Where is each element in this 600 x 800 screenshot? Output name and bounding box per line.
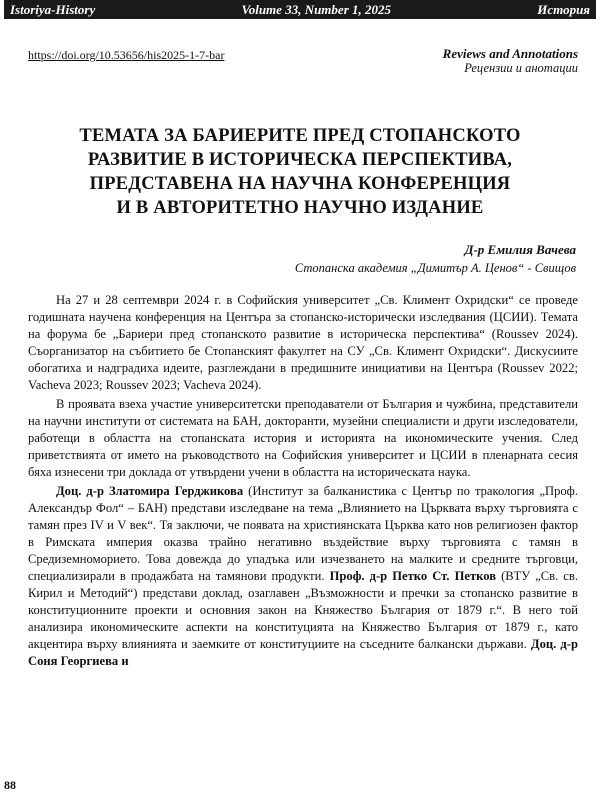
paragraph: В проявата взеха участие университетски преподаватели от България и чужбина, представители на научни институти от системата на БАН, докторанти, музейни специалисти и други изследователи, работещи в областта на стопанската история и историята на икономическите учения. След приветствията от името на ръководството на Софийския университет и ЦСИИ в пленарната сесия бяха изнесени три доклада от утвърдени учени в областта на историческата наука. bbox=[28, 397, 578, 479]
title-line: ТЕМАТА ЗА БАРИЕРИТЕ ПРЕД СТОПАНСКОТО bbox=[79, 126, 521, 146]
author-block bbox=[295, 240, 576, 278]
title-line: И В АВТОРИТЕТНО НАУЧНО ИЗДАНИЕ bbox=[116, 198, 484, 218]
paragraph-text: (Институт за балканистика с Център по тракология „Проф. Александър Фол“ – БАН) представи изследване на тема „Влиянието на Църквата върху търговията с тамян през IV и V век“. Тя заключи, че появата на християнската Църква като нов религиозен фактор в Римската империя оказва трайно негативно въздействие върху търговията с тамян в Средиземноморието. Това довежда до упадъка или изчезването на малките и средните търговци, специализирали в продажбата на тамянови продукти. bbox=[28, 484, 578, 583]
paragraph-text: (ВТУ „Св. св. Кирил и Методий“) представи доклад, озаглавен „Възможности и пречки за стопанско развитие в конституционните проекти и основния закон на Княжество България от 1879 г.“. В него той анализира икономическите аспекти на конституцията на Княжество България от 1879 г., като акцентира върху влиянията и заемките от конституциите на съседните балкански държави. bbox=[28, 569, 578, 651]
article-body bbox=[28, 292, 578, 672]
paragraph: На 27 и 28 септември 2024 г. в Софийския университет „Св. Климент Охридски“ се проведе годишната научена конференция на Центъра за стопанско-исторически изследвания (ЦСИИ). Темата на форума бе „Бариери пред стопанското развитие в историческа перспектива“ (Roussev 2024). Съорганизатор на събитието бе Стопанският факултет на СУ „Св. Климент Охридски“. Дискусиите обогатиха и надградиха идеите, разглеждани в предишните инициативи на Центъра (Roussev 2022; Vacheva 2023; Roussev 2023; Vacheva 2024). bbox=[28, 293, 578, 392]
title-line: ПРЕДСТАВЕНА НА НАУЧНА КОНФЕРЕНЦИЯ bbox=[89, 174, 511, 194]
author-affiliation: Стопанска академия „Димитър А. Ценов“ - Свищов bbox=[294, 261, 576, 275]
page-number: 88 bbox=[4, 778, 16, 792]
volume-info: Volume 33, Number 1, 2025 bbox=[241, 1, 391, 17]
section-label-en: Reviews and Annotations bbox=[442, 46, 578, 61]
article-title bbox=[30, 124, 570, 220]
speaker-name: Проф. д-р Петко Ст. Петков bbox=[329, 569, 497, 583]
paragraph bbox=[28, 483, 578, 670]
journal-name: Istoriya-History bbox=[10, 1, 96, 17]
author-name: Д-р Емилия Вачева bbox=[464, 242, 576, 257]
doi-link[interactable]: https://doi.org/10.53656/his2025-1-7-bar bbox=[28, 48, 225, 62]
journal-name-bg: История bbox=[537, 1, 590, 17]
section-label-bg: Рецензии и анотации bbox=[464, 61, 578, 75]
title-line: РАЗВИТИЕ В ИСТОРИЧЕСКА ПЕРСПЕКТИВА, bbox=[87, 150, 513, 170]
running-header bbox=[4, 0, 596, 19]
section-label bbox=[443, 46, 578, 76]
speaker-name: Доц. д-р Соня Георгиева и bbox=[28, 637, 578, 668]
speaker-name: Доц. д-р Златомира Герджикова bbox=[56, 484, 244, 498]
